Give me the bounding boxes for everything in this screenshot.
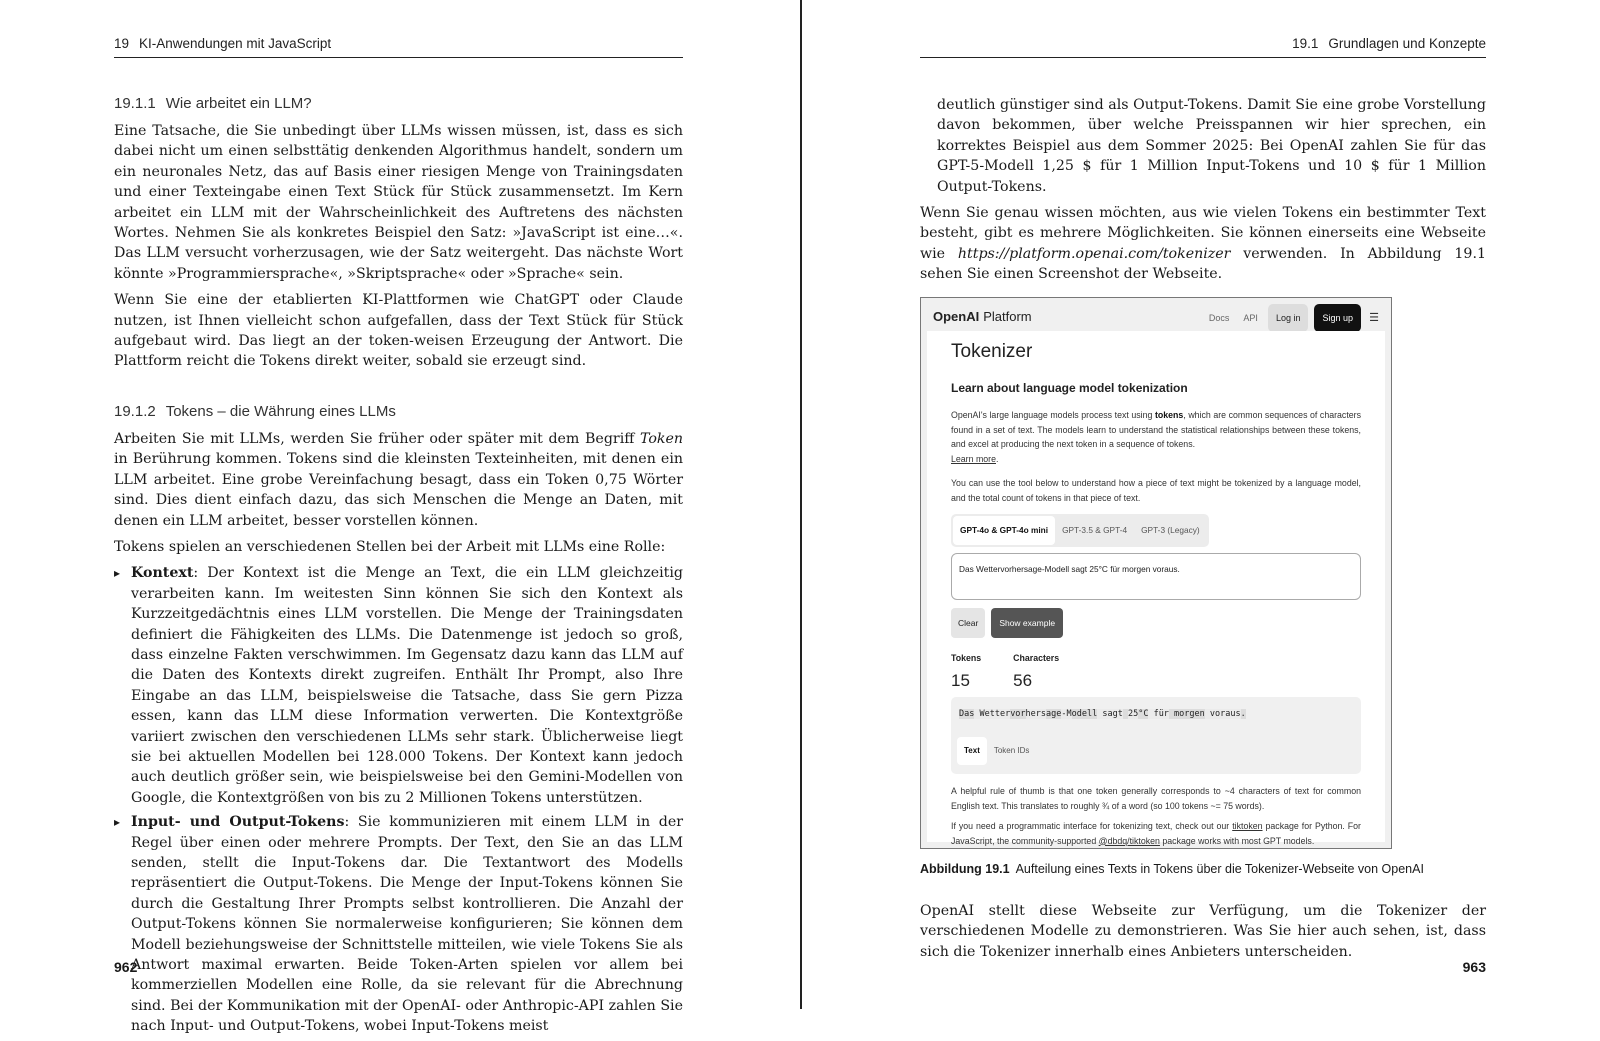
characters-stat: Characters 56 [1013,653,1060,690]
view-tabs [957,737,1036,765]
page-number: 963 [1462,959,1486,975]
token-piece: . [1240,709,1246,720]
section-title: Grundlagen und Konzepte [1328,36,1486,51]
chapter-title: KI-Anwendungen mit JavaScript [139,36,332,51]
tokenizer-description: OpenAI's large language models process text using tokens, which are common sequences of characters found in a set of text. The models learn to understand the statistical relationships between these tokens, and excel at producing the next token in a sequence of tokens. Learn more. [951,410,1361,464]
token-piece: voraus [1204,709,1241,720]
screenshot-content [927,331,1385,846]
learn-more-link: Learn more [951,453,996,464]
tab-token-ids: Token IDs [993,745,1030,755]
tokenizer-title: Tokenizer [951,340,1033,362]
right-page [805,0,1600,1009]
model-tabs [951,514,1209,546]
menu-icon: ☰ [1369,311,1379,324]
list-item: ▸ Kontext: Der Kontext ist die Menge an Text, die ein LLM gleichzeitig verarbeiten kann. Im weitesten Sinn können Sie sich den Kontext als Kurzzeitgedächtnis eines LLM vorstellen. Die Menge der Trainingsdaten definiert die Fähigkeiten des LLMs. Die Datenmenge ist jedoch so groß, dass einzelne Fakten verschwimmen. Im Gegensatz dazu kann das LLM auf die Daten des Kontexts direkt zugreifen. Enthält Ihr Prompt, also Ihre Eingabe an das LLM, beispielsweise die Tatsache, dass Sie gern Pizza essen, kann das LLM diese Information verwerten. Die Kontextgröße variiert zwischen den verschiedenen LLMs sehr stark. Üblicherweise liegt sie bei aktuellen Modellen bei 128.000 Tokens. Der Kontext kann jedoch auch deutlich größer sein, wie beispielsweise bei den Gemini-Modellen von Google, die Kontextgrößen von bis zu 2 Millionen Tokens unterstützen. [114,563,683,808]
token-piece: vor [1010,709,1026,720]
button-row [951,608,1361,638]
token-piece: age [1046,709,1062,720]
paragraph: OpenAI stellt diese Webseite zur Verfügung, um die Tokenizer der verschiedenen Modelle zu demonstrieren. Was Sie hier auch sehen, ist, dass sich die Tokenizer innerhalb eines Anbieters unterscheiden. [920,903,1486,960]
tab-gpt3: GPT-3 (Legacy) [1141,525,1200,536]
dbdq-tiktoken-link: @dbdq/tiktoken [1098,835,1160,846]
token-piece: für [1148,709,1169,720]
paragraph: deutlich günstiger sind als Output-Tokens. Damit Sie eine grobe Vorstellung davon bekommen, über welche Preisspannen wir hier sprechen, ein korrektes Beispiel aus dem Sommer 2025: Bei OpenAI zahlen Sie für das GPT-5-Modell 1,25 $ für 1 Million Input-Tokens und 10 $ für 1 Million Output-Tokens. [937,97,1486,195]
section-heading-19-1-1: 19.1.1 Wie arbeitet ein LLM? [114,95,312,112]
tab-text: Text [957,737,987,765]
token-text [959,704,1353,724]
left-page [0,0,800,1035]
figure-19-1 [920,297,1486,879]
token-piece: morgen [1168,709,1205,720]
token-visualization [951,697,1361,774]
chapter-number: 19 [114,36,130,51]
page-number: 962 [114,959,138,975]
tokenizer-screenshot [920,297,1392,849]
left-text-column [114,94,683,1041]
bullet-list [114,563,683,1036]
token-piece: hers [1025,709,1047,720]
section-number: 19.1 [1292,36,1319,51]
tiktoken-link: tiktoken [1232,821,1263,832]
right-text-column [920,95,1486,968]
openai-logo: OpenAI Platform [933,308,1032,324]
login-button: Log in [1268,304,1309,332]
token-piece: Das [959,709,975,720]
screenshot-nav [1205,304,1381,332]
clear-button: Clear [951,608,985,638]
show-example-button: Show example [991,608,1063,638]
token-stats [951,648,1361,691]
section-heading-19-1-2: 19.1.2 Tokens – die Währung eines LLMs [114,402,396,420]
tokenizer-description-2: You can use the tool below to understand how a piece of text might be tokenized by a language model, and the total count of tokens in that piece of text. [951,478,1361,503]
token-piece: odell [1071,709,1098,720]
running-header [114,36,683,58]
token-piece: Wetter [974,709,1011,720]
screenshot-topbar [921,298,1391,331]
book-spine [800,0,802,1009]
token-piece: 25 [1127,709,1139,720]
running-header [920,36,1486,58]
signup-button: Sign up [1314,304,1361,332]
paragraph: Wenn Sie eine der etablierten KI-Plattformen wie ChatGPT oder Claude nutzen, ist Ihnen vielleicht schon aufgefallen, dass der Text Stück für Stück aufgebaut wird. Das liegt an der token-weisen Erzeugung der Antwort. Die Plattform reicht die Tokens direkt weiter, sobald sie erzeugt sind. [114,292,683,370]
term-token: Token [639,430,683,447]
tokenizer-subtitle: Learn about language model tokenization [951,381,1188,396]
token-piece: °C [1138,709,1149,720]
tab-gpt35: GPT-3.5 & GPT-4 [1062,525,1128,536]
paragraph: Wenn Sie genau wissen möchten, aus wie vielen Tokens ein bestimmter Text besteht, gibt es mehrere Möglichkeiten. Sie können einerseits eine Webseite wie https://platform.openai.com/tokenizer verwenden. In Abbildung 19.1 sehen Sie einen Screenshot der Webseite. [920,205,1486,283]
paragraph: Tokens spielen an verschiedenen Stellen bei der Arbeit mit LLMs eine Rolle: [114,538,666,555]
tokenizer-input: Das Wettervorhersage-Modell sagt 25°C für morgen voraus. [951,553,1361,600]
api-link: API [1243,312,1258,323]
programmatic-note: If you need a programmatic interface for tokenizing text, check out our tiktoken package for Python. For JavaScript, the community-supported @dbdq/tiktoken package works with most GPT models. [951,821,1361,846]
token-piece: -M [1061,709,1072,720]
tokens-stat: Tokens 15 [951,653,982,690]
paragraph: Eine Tatsache, die Sie unbedingt über LLMs wissen müssen, ist, dass es sich dabei nicht um einen selbsttätig denkenden Algorithmus handelt, sondern um ein neuronales Netz, das auf Basis einer riesigen Menge von Trainingsdaten und einer Texteingabe einen Text Stück für Stück zusammensetzt. Im Kern arbeitet ein LLM mit der Wahrscheinlichkeit des Auftretens des nächsten Wortes. Nehmen Sie als konkretes Beispiel den Satz: »JavaScript ist eine…«. Das LLM versucht vorherzusagen, wie der Satz weitergeht. Das nächste Wort könnte »Programmiersprache«, »Skriptsprache« oder »Sprache« sein. [114,123,683,282]
tab-gpt4o: GPT-4o & GPT-4o mini [953,516,1055,544]
rule-of-thumb: A helpful rule of thumb is that one token generally corresponds to ~4 characters of text for common English text. This translates to roughly ¾ of a word (so 100 tokens ~= 75 words). [951,786,1361,811]
figure-caption: Abbildung 19.1 Aufteilung eines Texts in Tokens über die Tokenizer-Webseite von OpenAI [920,861,1424,876]
list-item: ▸ Input- und Output-Tokens: Sie kommunizieren mit einem LLM in der Regel über einen oder mehrere Prompts. Der Text, den Sie an das LLM senden, stellt die Input-Tokens dar. Die Textantwort des Modells repräsentiert die Output-Tokens. Die Menge der Input-Tokens können Sie durch die Gestaltung Ihrer Prompts selbst kontrollieren. Die Anzahl der Output-Tokens können Sie normalerweise konfigurieren; Sie können dem Modell beziehungsweise der Schnittstelle mitteilen, wie viele Tokens Sie als Antwort maximal erwarten. Beide Token-Arten spielen vor allem bei kommerziellen Modellen eine Rolle, da sie relevant für die Abrechnung sind. Bei der Kommunikation mit der OpenAI- oder Anthropic-API zahlen Sie nach Input- und Output-Tokens, wobei Input-Tokens meist [114,812,683,1036]
paragraph: Arbeiten Sie mit LLMs, werden Sie früher oder später mit dem Begriff Token in Berührung kommen. Tokens sind die kleinsten Texteinheiten, mit denen ein LLM arbeitet. Eine grobe Vereinfachung besagt, dass ein Token 0,75 Wörter sind. Dies dient einfach dazu, das sich Menschen die Menge an Daten, mit denen ein LLM arbeitet, besser vorstellen können. [114,430,683,529]
token-piece: sagt [1097,709,1123,720]
tokenizer-url: https://platform.openai.com/tokenizer [957,245,1231,262]
docs-link: Docs [1208,312,1230,323]
